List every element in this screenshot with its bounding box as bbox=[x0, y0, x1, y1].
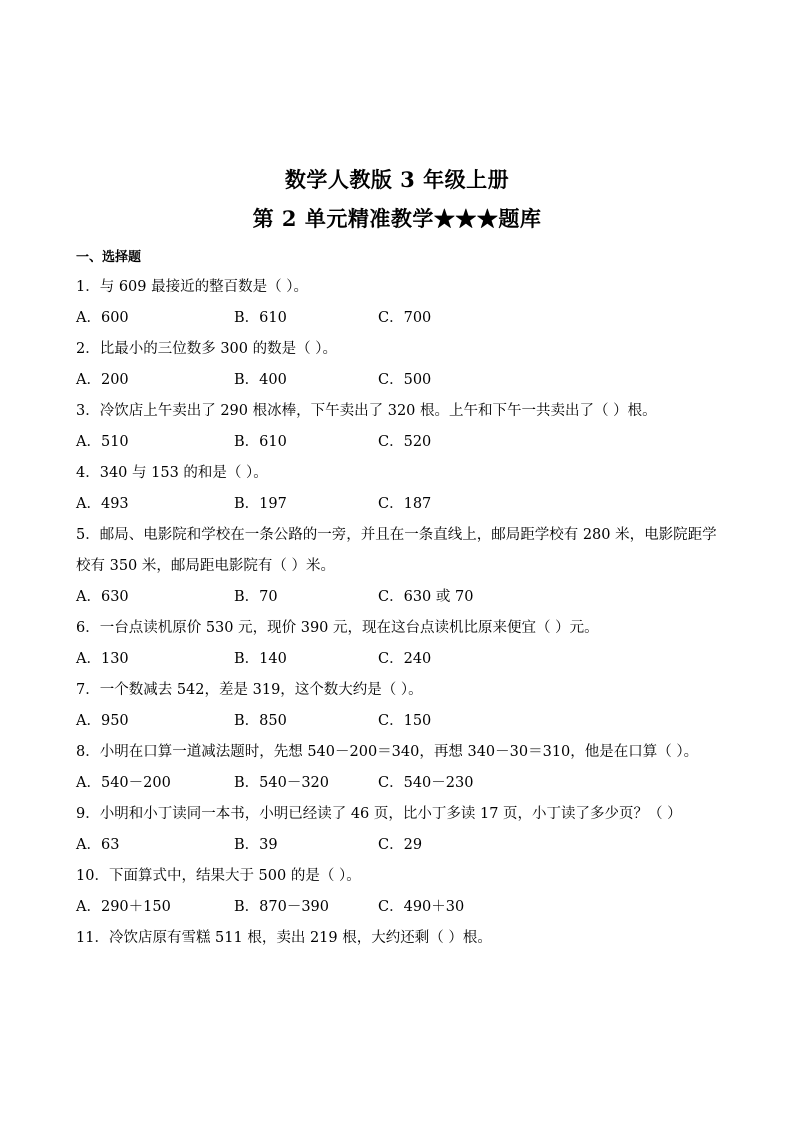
answer-option-c[interactable]: C．520 bbox=[378, 434, 432, 450]
question-text: 3．冷饮店上午卖出了 290 根冰棒，下午卖出了 320 根。上午和下午一共卖出了（ ）根。 bbox=[76, 403, 657, 419]
answer-option-b[interactable]: B．197 bbox=[234, 496, 287, 512]
answer-option-a[interactable]: A．510 bbox=[76, 434, 129, 450]
question-text: 6．一台点读机原价 530 元，现价 390 元，现在这台点读机比原来便宜（ ）元。 bbox=[76, 620, 599, 636]
answer-option-c[interactable]: C．29 bbox=[378, 837, 423, 853]
answer-option-c[interactable]: C．490＋30 bbox=[378, 899, 465, 915]
answer-option-b[interactable]: B．400 bbox=[234, 372, 287, 388]
answer-option-a[interactable]: A．493 bbox=[76, 496, 129, 512]
question-list bbox=[76, 272, 726, 954]
answer-option-a[interactable]: A．630 bbox=[76, 589, 129, 605]
worksheet-subtitle: 第 2 单元精准教学★★★题库 bbox=[252, 206, 542, 231]
answer-option-c[interactable]: C．187 bbox=[378, 496, 432, 512]
answer-option-a[interactable]: A．130 bbox=[76, 651, 129, 667]
answer-option-c[interactable]: C．630 或 70 bbox=[378, 589, 474, 605]
answer-options bbox=[76, 582, 726, 613]
answer-option-a[interactable]: A．63 bbox=[76, 837, 120, 853]
answer-option-b[interactable]: B．140 bbox=[234, 651, 287, 667]
answer-options bbox=[76, 768, 726, 799]
question-text: 1．与 609 最接近的整百数是（ ）。 bbox=[76, 279, 308, 295]
answer-option-a[interactable]: A．540－200 bbox=[76, 775, 171, 791]
question-text: 4．340 与 153 的和是（ ）。 bbox=[76, 465, 268, 481]
answer-option-a[interactable]: A．950 bbox=[76, 713, 129, 729]
answer-options bbox=[76, 830, 726, 861]
question-text: 7．一个数减去 542，差是 319，这个数大约是（ ）。 bbox=[76, 682, 423, 698]
answer-option-b[interactable]: B．850 bbox=[234, 713, 287, 729]
answer-option-b[interactable]: B．70 bbox=[234, 589, 278, 605]
answer-option-c[interactable]: C．240 bbox=[378, 651, 432, 667]
answer-options bbox=[76, 892, 726, 923]
answer-options bbox=[76, 303, 726, 334]
answer-option-b[interactable]: B．870－390 bbox=[234, 899, 330, 915]
answer-options bbox=[76, 706, 726, 737]
answer-option-a[interactable]: A．290＋150 bbox=[76, 899, 171, 915]
answer-option-c[interactable]: C．150 bbox=[378, 713, 432, 729]
answer-option-c[interactable]: C．500 bbox=[378, 372, 432, 388]
question-text: 10．下面算式中，结果大于 500 的是（ ）。 bbox=[76, 868, 361, 884]
question-text: 11．冷饮店原有雪糕 511 根，卖出 219 根，大约还剩（ ）根。 bbox=[76, 930, 492, 946]
answer-option-a[interactable]: A．600 bbox=[76, 310, 129, 326]
answer-options bbox=[76, 365, 726, 396]
answer-option-a[interactable]: A．200 bbox=[76, 372, 129, 388]
answer-options bbox=[76, 427, 726, 458]
answer-option-b[interactable]: B．39 bbox=[234, 837, 278, 853]
answer-options bbox=[76, 489, 726, 520]
answer-option-c[interactable]: C．700 bbox=[378, 310, 432, 326]
question-text: 8．小明在口算一道减法题时，先想 540－200＝340，再想 340－30＝310，他是在口算（ ）。 bbox=[76, 744, 699, 760]
answer-option-b[interactable]: B．610 bbox=[234, 310, 287, 326]
question-text: 2．比最小的三位数多 300 的数是（ ）。 bbox=[76, 341, 337, 357]
section-heading: 一、选择题 bbox=[76, 250, 142, 265]
answer-option-b[interactable]: B．610 bbox=[234, 434, 287, 450]
answer-options bbox=[76, 644, 726, 675]
answer-option-c[interactable]: C．540－230 bbox=[378, 775, 474, 791]
question-text: 9．小明和小丁读同一本书，小明已经读了 46 页，比小丁多读 17 页，小丁读了多少页？（ ） bbox=[76, 806, 682, 822]
answer-option-b[interactable]: B．540－320 bbox=[234, 775, 330, 791]
question-text: 5．邮局、电影院和学校在一条公路的一旁，并且在一条直线上，邮局距学校有 280 米，电影院距学校有 350 米，邮局距电影院有（ ）米。 bbox=[76, 527, 717, 574]
worksheet-title: 数学人教版 3 年级上册 bbox=[284, 167, 510, 192]
